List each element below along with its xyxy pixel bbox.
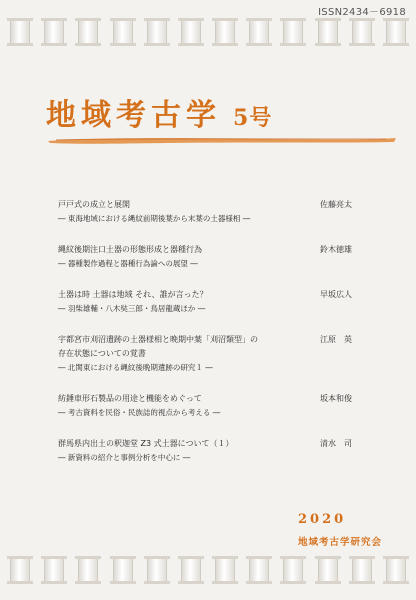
pillar-ornament xyxy=(215,558,235,582)
journal-title: 地域考古学 xyxy=(46,98,221,133)
pillar-ornament xyxy=(318,20,338,44)
publication-year: 2020 xyxy=(298,512,347,527)
pillar-ornament xyxy=(181,558,201,582)
pillar-ornament xyxy=(10,20,30,44)
table-of-contents xyxy=(58,198,368,482)
pillar-ornament xyxy=(283,20,303,44)
article-title: 土器は時 土器は地域 それ、誰が言った？ xyxy=(58,290,208,299)
pillar-ornament xyxy=(147,20,167,44)
pillar-ornament xyxy=(386,558,406,582)
title-block xyxy=(46,90,386,134)
bottom-pillar-band xyxy=(0,556,416,584)
pillar-ornament xyxy=(352,558,372,582)
pillar-ornament xyxy=(249,20,269,44)
article-author: 早坂広人 xyxy=(320,290,352,299)
article-subtitle: ― 北関東における縄紋後晩期遺跡の研究１ ― xyxy=(58,363,213,372)
pillar-ornament xyxy=(78,20,98,44)
pillar-ornament xyxy=(113,558,133,582)
article-author: 佐藤亮太 xyxy=(320,200,352,209)
article-author: 江原 英 xyxy=(320,335,352,344)
article-subtitle: ― 東海地域における縄紋前期後葉から末葉の土器様相 ― xyxy=(58,214,251,223)
pillar-ornament xyxy=(352,20,372,44)
article-title: 縄紋後期注口土器の形態形成と器種行為 xyxy=(58,245,202,254)
pillar-ornament xyxy=(386,20,406,44)
article-title: 戸戸式の成立と展開 xyxy=(58,200,130,209)
toc-entry xyxy=(58,437,368,465)
top-pillar-band xyxy=(0,18,416,46)
brush-stroke-underline xyxy=(46,134,398,146)
article-title-continued: 存在状態についての覚書 xyxy=(58,349,146,358)
toc-entry xyxy=(58,392,368,420)
pillar-ornament xyxy=(318,558,338,582)
pillar-ornament xyxy=(283,558,303,582)
pillar-ornament xyxy=(181,20,201,44)
issue-number: 5号 xyxy=(233,105,273,131)
article-subtitle: ― 考古資料を民俗・民族誌的視点から考える ― xyxy=(58,408,221,417)
toc-entry xyxy=(58,243,368,271)
pillar-ornament xyxy=(10,558,30,582)
article-subtitle: ― 器種製作過程と器種行為論への展望 ― xyxy=(58,259,198,268)
article-title: 紡錘車形石製品の用途と機能をめぐって xyxy=(58,394,202,403)
article-subtitle: ― 羽柴雄輔・八木奘三郎・鳥居龍蔵ほか ― xyxy=(58,304,206,313)
article-subtitle: ― 新資料の紹介と事例分析を中心に ― xyxy=(58,453,191,462)
pillar-ornament xyxy=(78,558,98,582)
article-author: 坂本和俊 xyxy=(320,394,352,403)
pillar-ornament xyxy=(147,558,167,582)
pillar-ornament xyxy=(249,558,269,582)
article-title: 宇都宮市刈沼遺跡の土器様相と晩期中葉「刈沼類型」の xyxy=(58,335,258,344)
pillar-ornament xyxy=(44,20,64,44)
toc-entry xyxy=(58,198,368,226)
pillar-ornament xyxy=(113,20,133,44)
pillar-ornament xyxy=(44,558,64,582)
toc-entry xyxy=(58,288,368,316)
publisher-name: 地域考古学研究会 xyxy=(298,537,383,548)
toc-entry xyxy=(58,333,368,375)
article-author: 清水 司 xyxy=(320,439,352,448)
issn-number: ISSN2434－6918 xyxy=(318,7,406,18)
article-author: 鈴木徳雄 xyxy=(320,245,352,254)
pillar-ornament xyxy=(215,20,235,44)
article-title: 群馬県内出土の釈迦堂 Z3 式土器について（１） xyxy=(58,439,234,448)
